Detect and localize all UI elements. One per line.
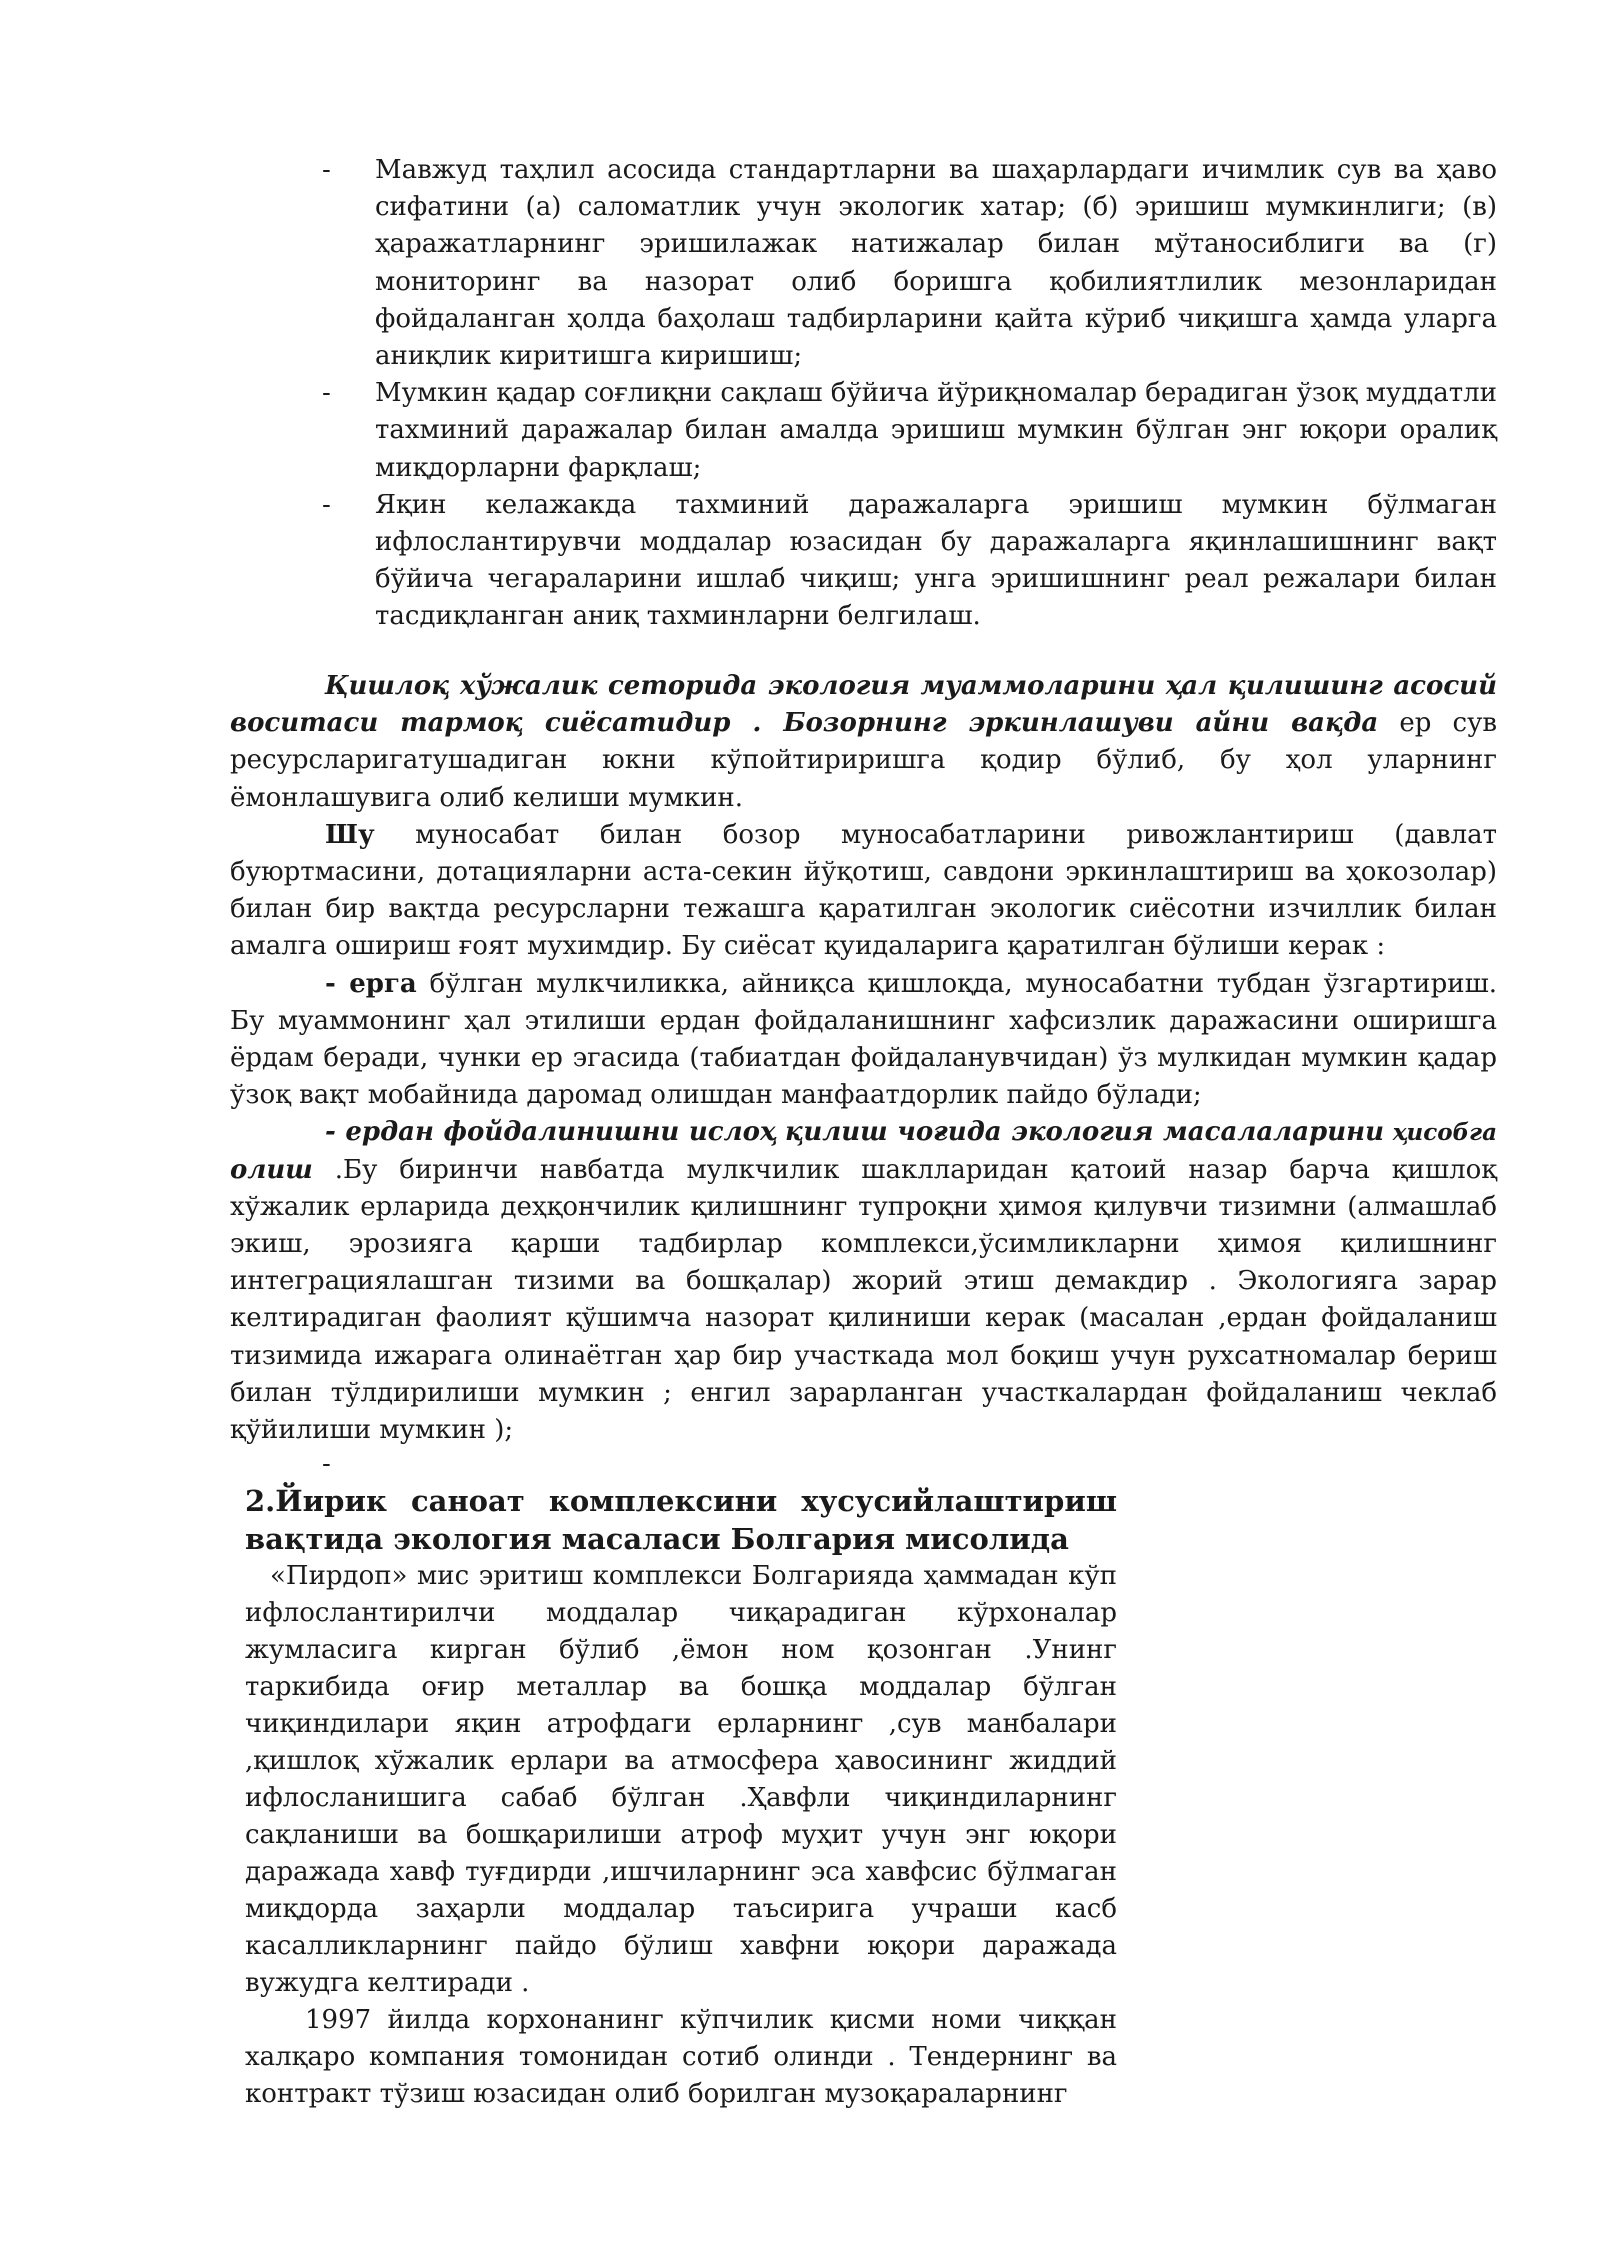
- list-item: [322, 375, 1497, 487]
- paragraph-text: .Бу биринчи навбатда мулкчилик шаклларидан қатоий назар барча қишлоқ хўжалик ерларида деҳқончилик қилишнинг тупроқни ҳимоя қилувчи тизимни (алмашлаб экиш, эрозияга қарши тадбирлар комплекси,ўсимликларни ҳимоя қилишнинг интеграциялашган тизими ва бошқалар) жорий этиш демакдир . Экологияга зарар келтирадиган фаолият қўшимча назорат қилиниши керак (масалан ,ердан фойдаланиш тизимида ижарага олинаётган ҳар бир участкада мол боқиш учун рухсатномалар бериш билан тўлдирилиши мумкин ; енгил зарарланган участкалардан фойдаланиш чеклаб қўйилиши мумкин );: [230, 1154, 1497, 1446]
- paragraph-text: ер сув ресурсларигатушадиган юкни кўпойтириришга қодир бўлиб, бу ҳол уларнинг ёмонлашувига олиб келиши мумкин.: [230, 708, 1498, 813]
- list-item: [322, 487, 1497, 636]
- bullet-list: [322, 152, 1497, 636]
- emphasized-text: Қишлоқ хўжалик сеторида экология муаммоларини ҳал қилишинг асосий воситаси тармоқ сиёсатидир . Бозорнинг эркинлашуви айни вақда: [230, 671, 1497, 739]
- bold-text: - ерга: [325, 968, 417, 999]
- section-paragraph: 1997 йилда корхонанинг кўпчилик қисми номи чиққан халқаро компания томонидан сотиб олинди . Тендернинг ва контракт тўзиш юзасидан олиб борилган музоқараларнинг: [245, 2005, 1117, 2109]
- paragraph-agriculture-policy: [230, 668, 1497, 817]
- list-item: [322, 152, 1497, 375]
- bullet-text: Мумкин қадар соғлиқни сақлаш бўйича йўриқномалар берадиган ўзоқ муддатли тахминий даражалар билан амалда эришиш мумкин бўлган энг юқори оралиқ миқдорларни фарқлаш;: [375, 378, 1497, 483]
- emphasized-text: олиш: [230, 1154, 313, 1185]
- paragraph-land-reform: [230, 1114, 1497, 1449]
- bullet-dash: -: [322, 378, 331, 409]
- bold-text: Шу: [325, 819, 375, 850]
- section-bulgaria: [245, 1482, 1117, 2113]
- trailing-dash: -: [322, 1449, 331, 1479]
- bullet-text: Яқин келажакда тахминий даражаларга эришиш мумкин бўлмаган ифлослантирувчи моддалар юзасидан бу даражаларга яқинлашишнинг вақт бўйича чегараларини ишлаб чиқиш; унга эришишнинг реал режалари билан тасдиқланган аниқ тахминларни белгилаш.: [375, 489, 1497, 632]
- main-text: [230, 668, 1497, 1449]
- paragraph-market-relations: [230, 817, 1497, 966]
- bullet-dash: -: [322, 489, 331, 520]
- section-paragraph: «Пирдоп» мис эритиш комплекси Болгарияда ҳаммадан кўп ифлослантирилчи моддалар чиқарадиган кўрхоналар жумласига кирган бўлиб ,ёмон ном қозонган .Унинг таркибида оғир металлар ва бошқа моддалар бўлган чиқиндилари яқин атрофдаги ерларнинг ,сув манбалари ,қишлоқ хўжалик ерлари ва атмосфера ҳавосининг жиддий ифлосланишига сабаб бўлган .Ҳавфли чиқиндиларнинг сақланиши ва бошқарилиши атроф муҳит учун энг юқори даражада хавф туғдирди ,ишчиларнинг эса хавфсис бўлмаган миқдорда заҳарли моддалар таъсирига учраши касб касалликларнинг пайдо бўлиш хавфни юқори даражада вужудга келтиради .: [245, 1561, 1117, 1998]
- bullet-dash: -: [322, 155, 331, 185]
- paragraph-text: муносабат билан бозор муносабатларини ривожлантириш (давлат буюртмасини, дотацияларни аста-секин йўқотиш, савдони эркинлаштириш ва ҳокозолар) билан бир вақтда ресурсларни тежашга қаратилган экологик сиёсотни изчиллик билан амалга ошириш ғоят мухимдир. Бу сиёсат қуидаларига қаратилган бўлиши керак :: [230, 819, 1497, 962]
- paragraph-land-ownership: [230, 966, 1497, 1115]
- paragraph-text: бўлган мулкчиликка, айниқса қишлоқда, муносабатни тубдан ўзгартириш. Бу муаммонинг ҳал этилиши ердан фойдаланишнинг хафсизлик даражасини оширишга ёрдам беради, чунки ер эгасида (табиатдан фойдаланувчидан) ўз мулкидан мумкин қадар ўзоқ вақт мобайнида даромад олишдан манфаатдорлик пайдо бўлади;: [230, 968, 1498, 1111]
- section-heading: 2.Йирик саноат комплексини хусусийлаштириш вақтида экология масаласи Болгария мисолида: [245, 1484, 1117, 1556]
- emphasized-small-text: ҳисобга: [1392, 1119, 1497, 1147]
- emphasized-text: - ердан фойдалинишни ислоҳ қилиш чоғида экология масалаларини: [325, 1117, 1384, 1148]
- bullet-text: Мавжуд таҳлил асосида стандартларни ва шаҳарлардаги ичимлик сув ва ҳаво сифатини (а) саломатлик учун экологик хатар; (б) эришиш мумкинлиги; (в) ҳаражатларнинг эришилажак натижалар билан мўтаносиблиги ва (г) мониторинг ва назорат олиб боришга қобилиятлилик мезонларидан фойдаланган ҳолда баҳолаш тадбирларини қайта кўриб чиқишга ҳамда уларга аниқлик киритишга киришиш;: [375, 155, 1497, 372]
